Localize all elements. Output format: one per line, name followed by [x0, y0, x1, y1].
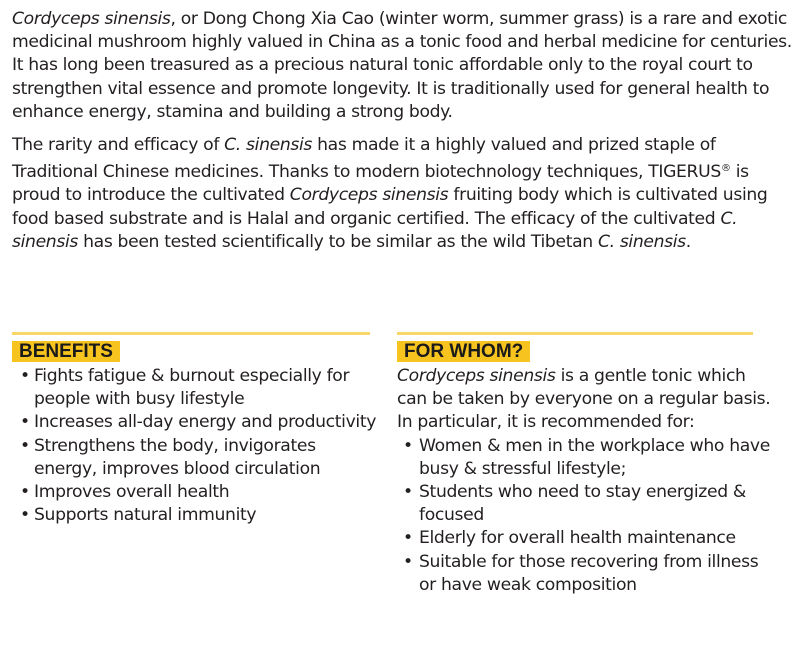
intro-text: is proud to introduce the cultivated: [12, 162, 749, 206]
bullet-icon: •: [403, 551, 413, 572]
list-item-text: Suitable for those recovering from illness or have weak composition: [419, 551, 759, 595]
list-item: [397, 435, 777, 481]
bullet-icon: •: [403, 528, 413, 549]
species-name: C. sinensis: [12, 208, 738, 252]
list-item: [12, 435, 382, 481]
species-name: Cordyceps sinensis: [12, 9, 171, 29]
list-item-text: Fights fatigue & burnout especially for people with busy lifestyle: [34, 366, 350, 410]
section-divider: [397, 332, 753, 335]
benefits-list: [12, 365, 382, 527]
intro-paragraph-2: [12, 134, 797, 254]
list-item-text: Increases all-day energy and productivity: [34, 412, 377, 433]
bullet-icon: •: [403, 435, 413, 456]
intro-text: has made it a highly valued and prized staple of Traditional Chinese medicines. Thanks to modern biotechnology techniques, TIGERUS: [12, 135, 721, 183]
species-name: C. sinensis: [224, 135, 313, 156]
list-item: [397, 551, 777, 597]
list-item-text: Elderly for overall health maintenance: [419, 528, 736, 549]
intro-text: fruiting body which is cultivated using food based substrate and is Halal and organic certified. The efficacy of the cultivated: [12, 185, 768, 229]
for-whom-lead: [397, 365, 777, 435]
intro-text: The rarity and efficacy of: [12, 135, 225, 156]
for-whom-heading: FOR WHOM?: [397, 341, 530, 362]
list-item: [397, 481, 777, 527]
bullet-icon: •: [20, 366, 30, 386]
registered-mark: ®: [720, 163, 731, 175]
list-item-text: Strengthens the body, invigorates energy, improves blood circulation: [34, 435, 321, 479]
list-item: [12, 411, 382, 434]
list-item-text: Women & men in the workplace who have busy & stressful lifestyle;: [419, 435, 770, 479]
intro-text: , or Dong Chong Xia Cao (winter worm, summer grass) is a rare and exotic medicinal mushroom highly valued in China as a tonic food and herbal medicine for centuries. It has long been treasured as a precious natural tonic affordable only to the royal court to strengthen vital essence and promote longevity. It is traditionally used for general health to enhance energy, stamina and building a strong body.: [12, 9, 792, 122]
species-name: C. sinensis: [597, 231, 686, 252]
list-item: [12, 504, 382, 527]
intro-text: has been tested scientifically to be similar as the wild Tibetan: [77, 231, 598, 252]
benefits-heading: BENEFITS: [12, 341, 120, 362]
species-name: Cordyceps sinensis: [397, 366, 556, 386]
intro-paragraph-1: [12, 8, 797, 124]
lead-text: is a gentle tonic which can be taken by everyone on a regular basis. In particular, it is recommended for:: [397, 366, 771, 433]
bullet-icon: •: [20, 482, 30, 503]
list-item-text: Students who need to stay energized & focused: [419, 482, 746, 526]
section-divider: [12, 332, 370, 335]
bullet-icon: •: [20, 505, 30, 526]
bullet-icon: •: [20, 435, 30, 456]
intro-section: [12, 8, 797, 264]
bullet-icon: •: [403, 482, 413, 503]
species-name: Cordyceps sinensis: [289, 185, 449, 206]
for-whom-body: [397, 365, 777, 597]
intro-text: .: [685, 231, 691, 252]
list-item-text: Supports natural immunity: [34, 505, 257, 526]
for-whom-list: [397, 435, 777, 597]
list-item: [12, 481, 382, 504]
list-item: [12, 365, 382, 411]
bullet-icon: •: [20, 412, 30, 433]
list-item: [397, 527, 777, 550]
benefits-body: [12, 365, 382, 527]
list-item-text: Improves overall health: [34, 482, 230, 503]
